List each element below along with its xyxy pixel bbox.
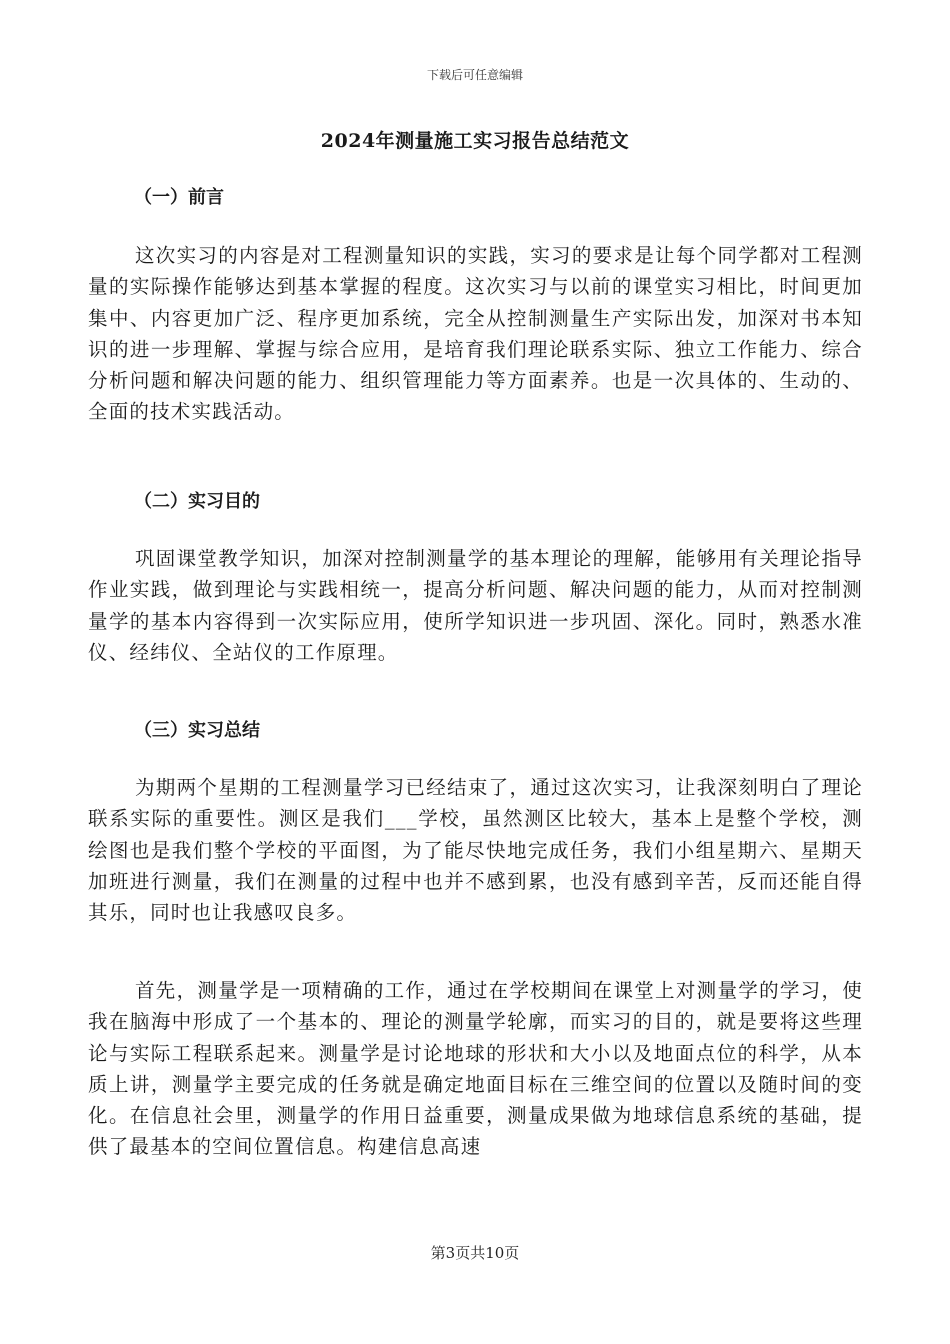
- paragraph-summary-2: 首先，测量学是一项精确的工作，通过在学校期间在课堂上对测量学的学习，使我在脑海中形成了一个基本的、理论的测量学轮廓，而实习的目的，就是要将这些理论与实际工程联系起来。测量学是讨论地球的形状和大小以及地面点位的科学，从本质上讲，测量学主要完成的任务就是确定地面目标在三维空间的位置以及随时间的变化。在信息社会里，测量学的作用日益重要，测量成果做为地球信息系统的基础，提供了最基本的空间位置信息。构建信息高速: [88, 979, 863, 1159]
- header-note: 下载后可任意编辑: [426, 68, 523, 82]
- section-heading-purpose: （二）实习目的: [134, 491, 260, 512]
- section-heading-preface: （一）前言: [134, 187, 224, 208]
- section-heading-summary: （三）实习总结: [134, 720, 260, 741]
- document-title: 2024年测量施工实习报告总结范文: [320, 130, 630, 152]
- paragraph-summary-1: 为期两个星期的工程测量学习已经结束了，通过这次实习，让我深刻明白了理论联系实际的重要性。测区是我们___学校，虽然测区比较大，基本上是整个学校，测绘图也是我们整个学校的平面图，为了能尽快地完成任务，我们小组星期六、星期天加班进行测量，我们在测量的过程中也并不感到累，也没有感到辛苦，反而还能自得其乐，同时也让我感叹良多。: [88, 776, 863, 925]
- paragraph-purpose: 巩固课堂教学知识，加深对控制测量学的基本理论的理解，能够用有关理论指导作业实践，做到理论与实践相统一，提高分析问题、解决问题的能力，从而对控制测量学的基本内容得到一次实际应用，使所学知识进一步巩固、深化。同时，熟悉水准仪、经纬仪、全站仪的工作原理。: [88, 547, 863, 664]
- page-footer: 第3页共10页: [430, 1244, 520, 1262]
- paragraph-preface: 这次实习的内容是对工程测量知识的实践，实习的要求是让每个同学都对工程测量的实际操作能够达到基本掌握的程度。这次实习与以前的课堂实习相比，时间更加集中、内容更加广泛、程序更加系统，完全从控制测量生产实际出发，加深对书本知识的进一步理解、掌握与综合应用，是培育我们理论联系实际、独立工作能力、综合分析问题和解决问题的能力、组织管理能力等方面素养。也是一次具体的、生动的、全面的技术实践活动。: [88, 244, 863, 424]
